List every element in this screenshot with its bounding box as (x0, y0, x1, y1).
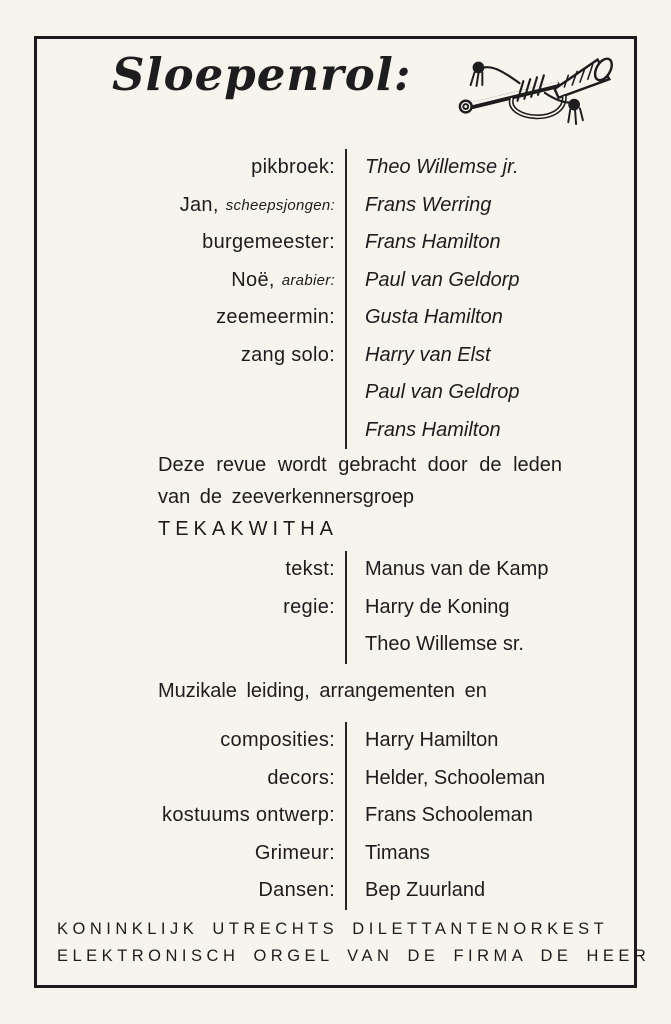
production-name-text: Theo Willemse sr. (365, 633, 524, 656)
ensemble-note (158, 449, 562, 545)
production-name-text: Manus van de Kamp (365, 558, 549, 581)
credit-name (345, 835, 631, 873)
credit-name (345, 760, 631, 798)
role-label-text: Noë, (231, 268, 275, 291)
cast-name (345, 262, 631, 300)
role-sublabel-text: scheepsjongen: (225, 196, 335, 214)
role-label-text: Jan, (179, 193, 219, 216)
role-label-text: burgemeester: (202, 231, 335, 254)
credit-label-text: Dansen: (258, 879, 335, 902)
bugle-icon (454, 46, 622, 134)
role-label (39, 187, 345, 225)
role-label (39, 224, 345, 262)
production-label (39, 551, 345, 589)
cast-name-text: Frans Hamilton (365, 231, 501, 254)
production-name (345, 589, 631, 627)
credit-label (39, 760, 345, 798)
credit-name (345, 797, 631, 835)
credit-name-text: Helder, Schooleman (365, 766, 546, 789)
credit-label (39, 722, 345, 760)
credit-label (39, 797, 345, 835)
music-credits-list (39, 722, 631, 910)
cast-name (345, 374, 631, 412)
production-label (39, 626, 345, 664)
cast-list (39, 149, 631, 449)
cast-name-text: Harry van Elst (365, 343, 491, 366)
cast-name (345, 187, 631, 225)
credit-name (345, 872, 631, 910)
cast-name (345, 224, 631, 262)
role-label (39, 262, 345, 300)
footer-line-organ: ELEKTRONISCH ORGEL VAN DE FIRMA DE HEER (57, 947, 651, 965)
production-name (345, 626, 631, 664)
cast-name (345, 337, 631, 375)
credit-label (39, 872, 345, 910)
production-label (39, 589, 345, 627)
credit-name-text: Harry Hamilton (365, 729, 499, 752)
credit-name-text: Frans Schooleman (365, 804, 533, 827)
production-name (345, 551, 631, 589)
role-sublabel-text: arabier: (281, 271, 335, 289)
production-list (39, 551, 631, 664)
cast-name-text: Paul van Geldrop (365, 381, 520, 404)
role-label-text: pikbroek: (251, 156, 335, 179)
credit-name-text: Bep Zuurland (365, 879, 486, 902)
credit-label-text: Grimeur: (254, 841, 335, 864)
role-label (39, 149, 345, 187)
role-label (39, 374, 345, 412)
role-label (39, 412, 345, 450)
credit-name (345, 722, 631, 760)
page-title: Sloepenrol: (112, 48, 412, 101)
role-label-text: zeemeermin: (216, 306, 335, 329)
cast-name-text: Frans Werring (365, 193, 492, 216)
role-label-text: zang solo: (240, 343, 335, 366)
role-label (39, 337, 345, 375)
production-name-text: Harry de Koning (365, 595, 510, 618)
ensemble-group-name: TEKAKWITHA (158, 518, 339, 540)
footer-credits (57, 916, 651, 970)
footer-line-orchestra: KONINKLIJK UTRECHTS DILETTANTENORKEST (57, 920, 609, 938)
production-label-text: regie: (283, 595, 335, 618)
credit-label-text: composities: (220, 729, 335, 752)
cast-name-text: Frans Hamilton (365, 418, 501, 441)
credit-label-text: kostuums ontwerp: (162, 804, 335, 827)
cast-name-text: Gusta Hamilton (365, 306, 503, 329)
credit-name-text: Timans (365, 841, 430, 864)
credit-label (39, 835, 345, 873)
cast-name (345, 299, 631, 337)
ensemble-note-line: van de zeeverkennersgroep (158, 486, 414, 508)
music-section-heading: Muzikale leiding, arrangementen en (158, 680, 487, 702)
ensemble-note-line: Deze revue wordt gebracht door de leden (158, 454, 563, 476)
cast-name-text: Theo Willemse jr. (365, 156, 519, 179)
cast-name-text: Paul van Geldorp (365, 268, 520, 291)
credit-label-text: decors: (267, 766, 335, 789)
cast-name (345, 149, 631, 187)
cast-name (345, 412, 631, 450)
role-label (39, 299, 345, 337)
production-label-text: tekst: (285, 558, 335, 581)
